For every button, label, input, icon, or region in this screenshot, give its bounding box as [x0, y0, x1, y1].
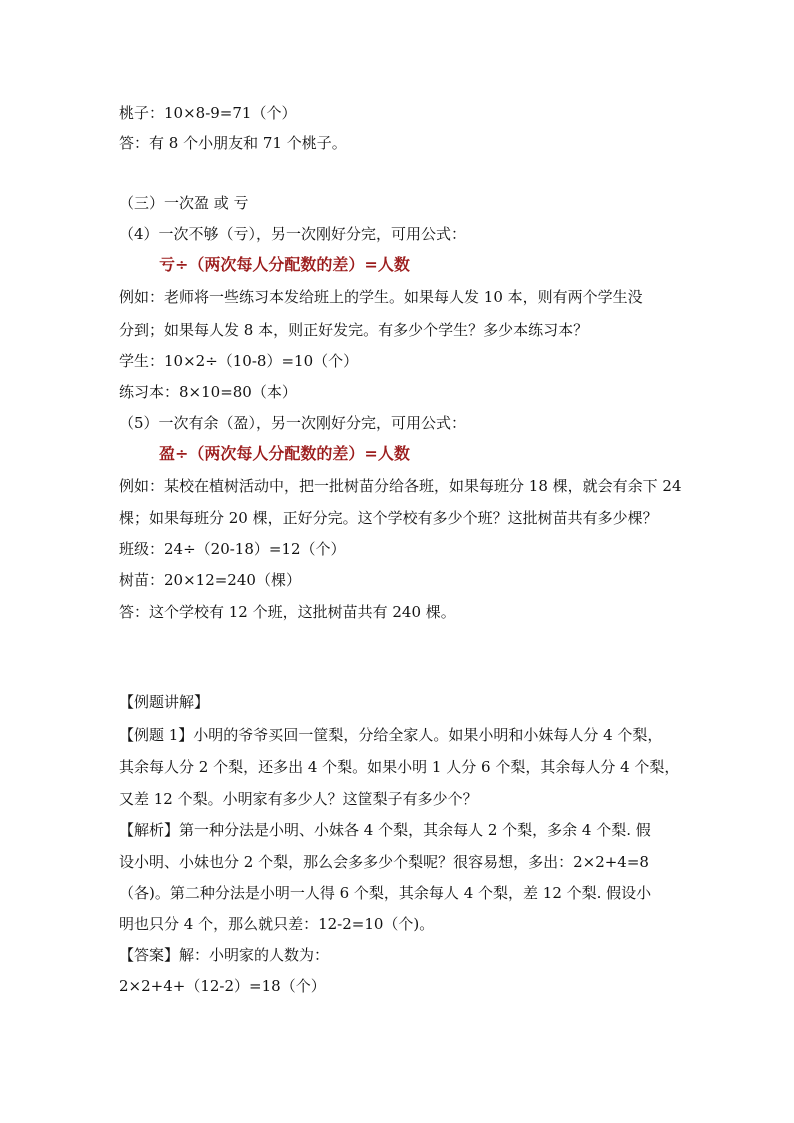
students-calc: 学生：10×2÷（10-8）=10（个）: [119, 352, 359, 370]
example-1-line-2: 其余每人分 2 个梨，还多出 4 个梨。如果小明 1 人分 6 个梨，其余每人分 4 个梨，: [119, 758, 680, 776]
peach-count-line: 桃子：10×8-9=71（个）: [119, 104, 297, 122]
saplings-calc: 树苗：20×12=240（棵）: [119, 571, 301, 589]
analysis-line-1: 【解析】第一种分法是小明、小妹各 4 个梨，其余每人 2 个梨，多余 4 个梨. 假: [119, 821, 651, 839]
example-4-line-1: 例如：老师将一些练习本发给班上的学生。如果每人发 10 本，则有两个学生没: [119, 288, 643, 306]
analysis-line-2: 设小明、小妹也分 2 个梨，那么会多多少个梨呢？很容易想，多出：2×2+4=8: [119, 853, 649, 871]
example-section-heading: 【例题讲解】: [119, 693, 210, 711]
classes-calc: 班级：24÷（20-18）=12（个）: [119, 540, 346, 558]
answer-calc: 2×2+4+（12-2）=18（个）: [119, 977, 326, 995]
answer-heading: 【答案】解：小明家的人数为：: [119, 946, 330, 964]
formula-shortage: 亏÷（两次每人分配数的差）=人数: [159, 255, 410, 274]
example-5-line-1: 例如：某校在植树活动中，把一批树苗分给各班，如果每班分 18 棵，就会有余下 24: [119, 477, 682, 495]
formula-surplus: 盈÷（两次每人分配数的差）=人数: [159, 444, 410, 463]
answer-line-2: 答：这个学校有 12 个班，这批树苗共有 240 棵。: [119, 603, 456, 621]
case-5-intro: （5）一次有余（盈），另一次刚好分完，可用公式：: [119, 414, 467, 432]
example-1-line-1: 【例题 1】小明的爷爷买回一筐梨，分给全家人。如果小明和小妹每人分 4 个梨，: [119, 726, 663, 744]
answer-line-1: 答：有 8 个小朋友和 71 个桃子。: [119, 134, 347, 152]
example-4-line-2: 分到；如果每人发 8 本，则正好发完。有多少个学生？多少本练习本？: [119, 321, 589, 339]
notebooks-calc: 练习本：8×10=80（本）: [119, 383, 297, 401]
case-4-intro: （4）一次不够（亏），另一次刚好分完，可用公式：: [119, 225, 467, 243]
example-1-line-3: 又差 12 个梨。小明家有多少人？这筐梨子有多少个？: [119, 790, 478, 808]
analysis-line-3: （各)。第二种分法是小明一人得 6 个梨，其余每人 4 个梨，差 12 个梨. 假设小: [119, 884, 652, 902]
section-heading-3: （三）一次盈 或 亏: [119, 194, 249, 212]
analysis-line-4: 明也只分 4 个，那么就只差：12-2=10（个)。: [119, 915, 435, 933]
example-5-line-2: 棵；如果每班分 20 棵，正好分完。这个学校有多少个班？这批树苗共有多少棵？: [119, 509, 658, 527]
